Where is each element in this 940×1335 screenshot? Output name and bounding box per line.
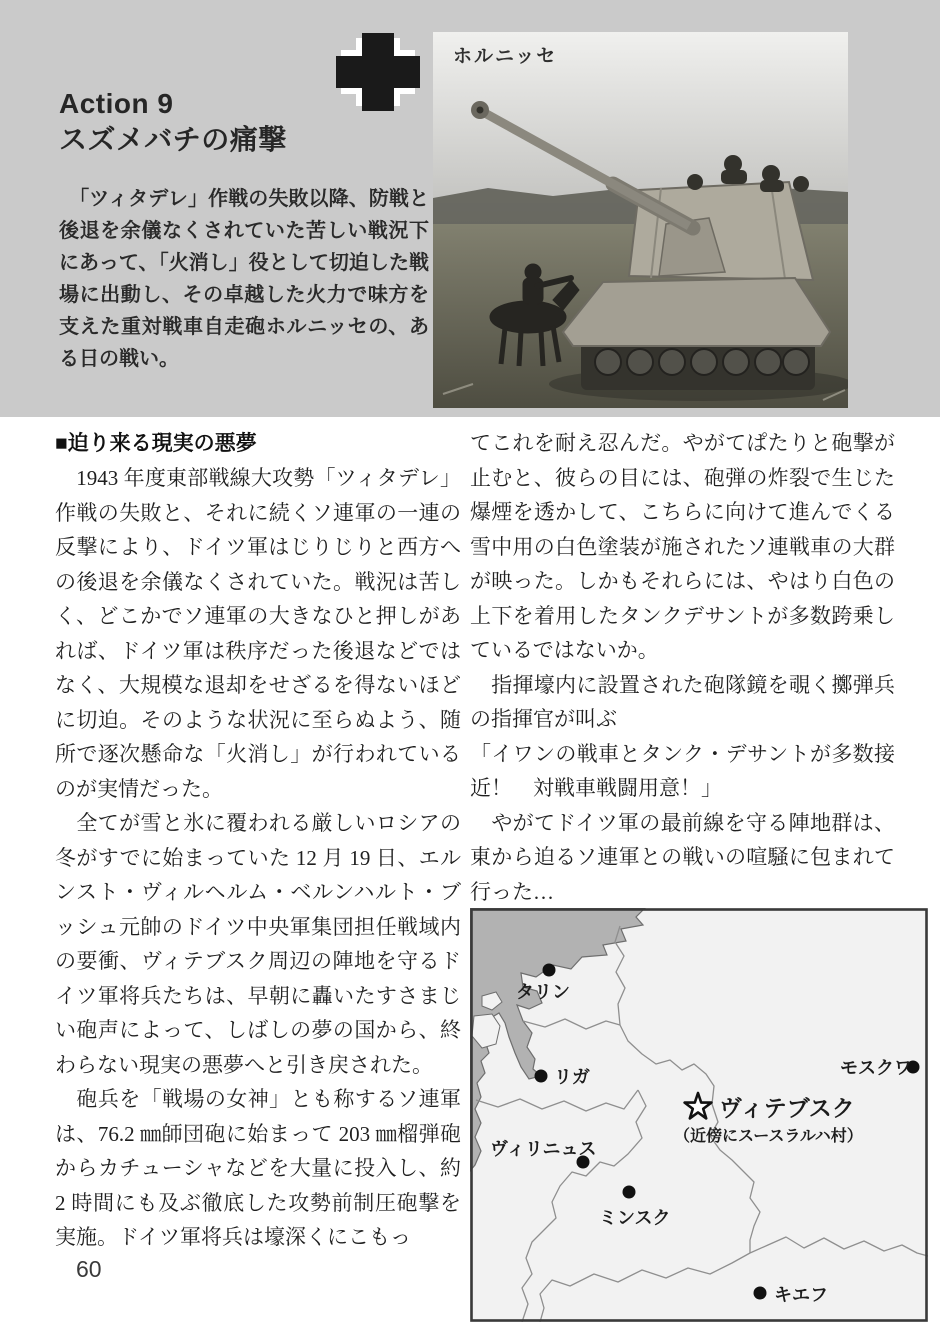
body-paragraph: 指揮壕内に設置された砲隊鏡を覗く擲弾兵の指揮官が叫ぶ — [470, 672, 895, 731]
column-left — [55, 427, 461, 1255]
region-map — [470, 908, 928, 1322]
body-paragraph: 全てが雪と氷に覆われる厳しいロシアの冬がすでに始まっていた 12 月 19 日、エルンスト・ヴィルヘルム・ベルンハルト・ブッシュ元帥のドイツ中央軍集団担任戦域内の要衝、ヴィテブスク周辺の陣地を守るドイツ軍将兵たちは、早朝に轟いたすさまじい砲声によって、しばしの夢の国から、終わらない現実の悪夢へと引き戻された。 — [55, 811, 461, 1077]
lead-paragraph: 「ツィタデレ」作戦の失敗以降、防戦と後退を余儀なくされていた苦しい戦況下にあって、「火消し」役として切迫した戦場に出動し、その卓越した火力で味方を支えた重対戦車自走砲ホルニッセの、ある日の戦い。 — [59, 188, 429, 370]
body-paragraph: てこれを耐え忍んだ。やがてぱたりと砲撃が止むと、彼らの目には、砲弾の炸裂で生じた爆煙を透かして、こちらに向けて進んでくる雪中用の白色塗装が施されたソ連戦車の大群が映った。しかもそれらには、やはり白色の上下を着用したタンクデサントが多数跨乗しているではないか。 — [470, 431, 895, 662]
city-dot-riga — [535, 1070, 548, 1083]
city-dot-kiev — [754, 1287, 767, 1300]
section-heading: ■迫り来る現実の悪夢 — [55, 432, 257, 455]
city-dot-minsk — [623, 1186, 636, 1199]
chapter-title-block — [59, 86, 399, 158]
body-paragraph: 1943 年度東部戦線大攻勢「ツィタデレ」作戦の失敗と、それに続くソ連軍の一連の反撃により、ドイツ軍はじりじりと西方への後退を余儀なくされていた。戦況は苦しく、どこかでソ連軍の大きなひと押しがあれば、ドイツ軍は秩序だった後退などではなく、大規模な退却をせざるを得ないほどに切迫。そのような状況に至らぬよう、随所で逐次懸命な「火消し」が行われているのが実情だった。 — [55, 466, 461, 801]
header-band — [0, 0, 940, 417]
column-right — [470, 426, 895, 909]
city-label-minsk: ミンスク — [599, 1208, 671, 1228]
page-number: 60 — [76, 1256, 102, 1282]
city-label-vilnius: ヴィリニュス — [490, 1139, 597, 1159]
chapter-title: スズメバチの痛撃 — [59, 124, 287, 155]
city-label-moscow: モスクワ — [840, 1058, 912, 1078]
city-dot-tallinn — [543, 964, 556, 977]
tank-photo — [433, 32, 848, 408]
photo-caption: ホルニッセ — [453, 46, 558, 67]
city-label-vitebsk: ヴィテブスク — [719, 1095, 855, 1121]
city-label-kiev: キエフ — [774, 1285, 828, 1305]
action-number: Action 9 — [59, 88, 174, 119]
body-paragraph: 砲兵を「戦場の女神」とも称するソ連軍は、76.2 ㎜師団砲に始まって 203 ㎜榴弾砲からカチューシャなどを大量に投入し、約 2 時間にも及ぶ徹底した攻勢前制圧砲撃を実施。ドイツ軍将兵は壕深くにこもっ — [55, 1087, 461, 1249]
city-label-riga: リガ — [554, 1067, 590, 1087]
body-paragraph: 「イワンの戦車とタンク・デサントが多数接近！ 対戦車戦闘用意！」 — [470, 741, 895, 800]
body-paragraph: やがてドイツ軍の最前線を守る陣地群は、東から迫るソ連軍との戦いの喧騒に包まれて行った… — [470, 810, 895, 904]
city-label-tallinn: タリン — [516, 982, 570, 1002]
vitebsk-note: （近傍にスースラルハ村） — [674, 1128, 863, 1145]
